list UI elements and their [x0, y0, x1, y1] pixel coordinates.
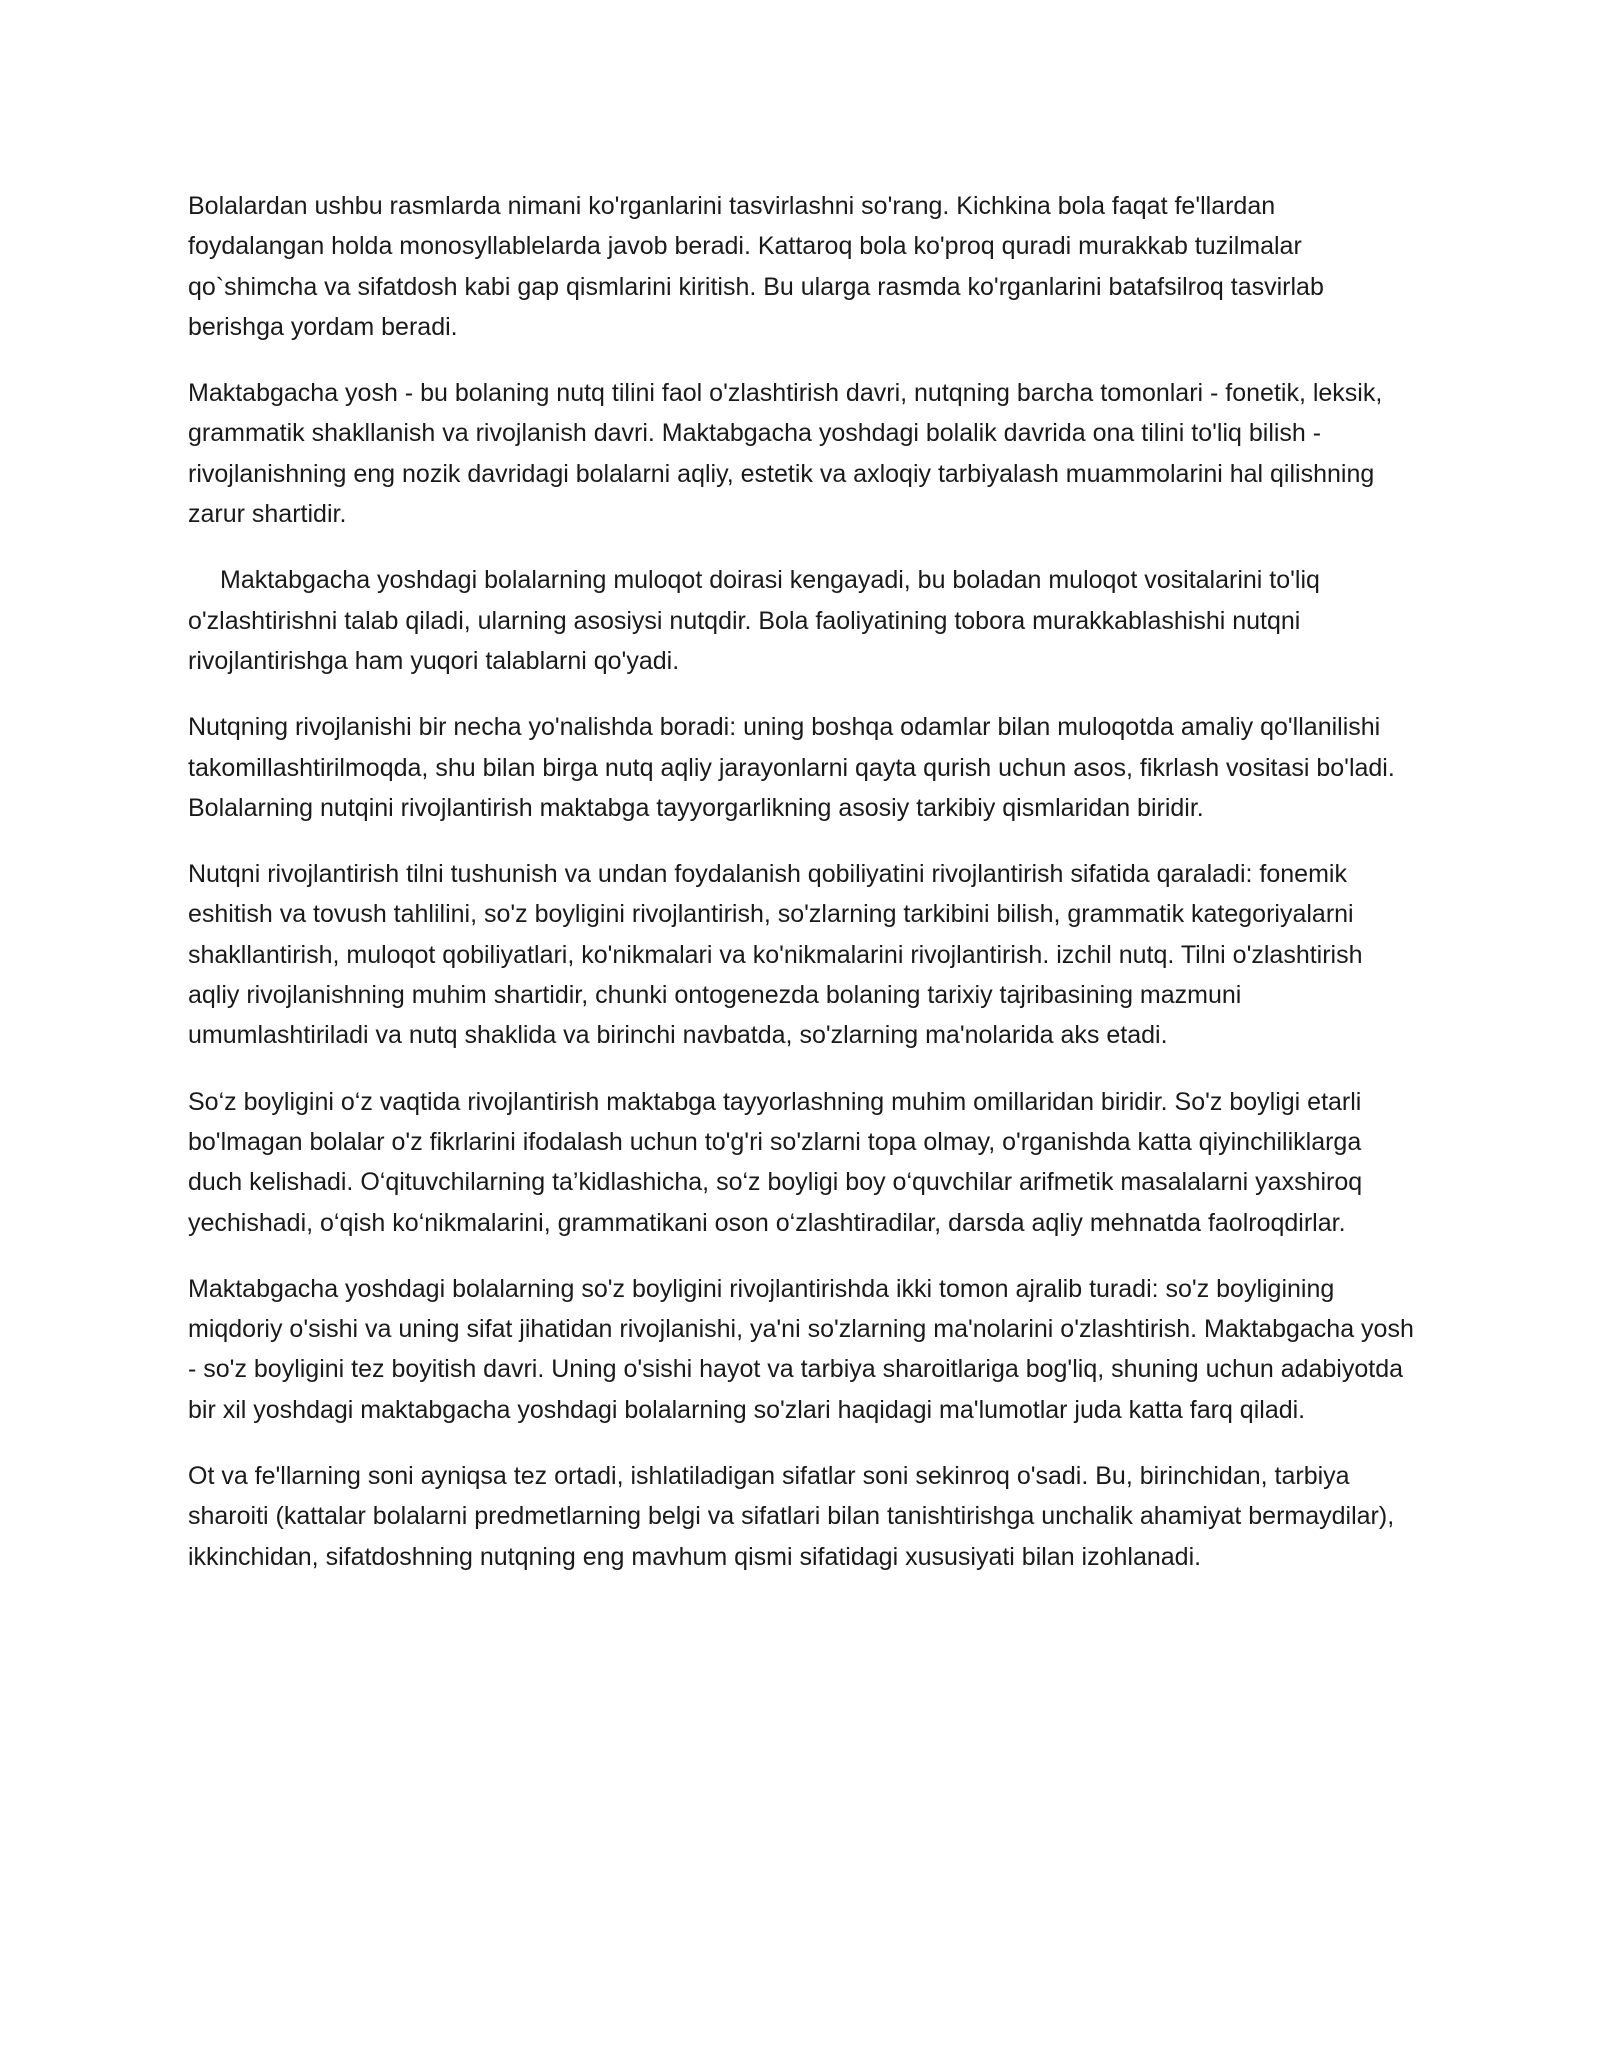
paragraph-7: Maktabgacha yoshdagi bolalarning so'z boyligini rivojlantirishda ikki tomon ajralib turadi: so'z boyligining miqdoriy o'sishi va uning sifat jihatidan rivojlanishi, ya'ni so'zlarning ma'nolarini o'zlashtirish. Maktabgacha yosh - so'z boyligini tez boyitish davri. Uning o'sishi hayot va tarbiya sharoitlariga bog'liq, shuning uchun adabiyotda bir xil yoshdagi maktabgacha yoshdagi bolalarning so'zlari haqidagi ma'lumotlar juda katta farq qiladi. [188, 1274, 1414, 1424]
paragraph-3: Maktabgacha yoshdagi bolalarning muloqot doirasi kengayadi, bu boladan muloqot vositalarini to'liq o'zlashtirishni talab qiladi, ularning asosiysi nutqdir. Bola faoliyatining tobora murakkablashishi nutqni rivojlantirishga ham yuqori talablarni qo'yadi. [188, 566, 1320, 675]
paragraph-6: So‘z boyligini o‘z vaqtida rivojlantirish maktabga tayyorlashning muhim omillaridan biridir. So'z boyligi etarli bo'lmagan bolalar o'z fikrlarini ifodalash uchun to'g'ri so'zlarni topa olmay, o'rganishda katta qiyinchiliklarga duch kelishadi. O‘qituvchilarning ta’kidlashicha, so‘z boyligi boy o‘quvchilar arifmetik masalalarni yaxshiroq yechishadi, o‘qish ko‘nikmalarini, grammatikani oson o‘zlashtiradilar, darsda aqliy mehnatda faolroqdirlar. [188, 1087, 1363, 1237]
paragraph-5: Nutqni rivojlantirish tilni tushunish va undan foydalanish qobiliyatini rivojlantirish sifatida qaraladi: fonemik eshitish va tovush tahlilini, so'z boyligini rivojlantirish, so'zlarning tarkibini bilish, grammatik kategoriyalarni shakllantirish, muloqot qobiliyatlari, ko'nikmalari va ko'nikmalarini rivojlantirish. izchil nutq. Tilni o'zlashtirish aqliy rivojlanishning muhim shartidir, chunki ontogenezda bolaning tarixiy tajribasining mazmuni umumlashtiriladi va nutq shaklida va birinchi navbatda, so'zlarning ma'nolarida aks etadi. [188, 860, 1363, 1050]
paragraph-1: Bolalardan ushbu rasmlarda nimani ko'rganlarini tasvirlashni so'rang. Kichkina bola faqat fe'llardan foydalangan holda monosyllablelarda javob beradi. Kattaroq bola ko'proq quradi murakkab tuzilmalar qo`shimcha va sifatdosh kabi gap qismlarini kiritish. Bu ularga rasmda ko'rganlarini batafsilroq tasvirlab berishga yordam beradi. [188, 192, 1324, 341]
paragraph-4: Nutqning rivojlanishi bir necha yo'nalishda boradi: uning boshqa odamlar bilan muloqotda amaliy qo'llanilishi takomillashtirilmoqda, shu bilan birga nutq aqliy jarayonlarni qayta qurish uchun asos, fikrlash vositasi bo'ladi. Bolalarning nutqini rivojlantirish maktabga tayyorgarlikning asosiy tarkibiy qismlaridan biridir. [188, 713, 1395, 822]
paragraph-8: Ot va fe'llarning soni ayniqsa tez ortadi, ishlatiladigan sifatlar soni sekinroq o'sadi. Bu, birinchidan, tarbiya sharoiti (kattalar bolalarni predmetlarning belgi va sifatlari bilan tanishtirishga unchalik ahamiyat bermaydilar), ikkinchidan, sifatdoshning nutqning eng mavhum qismi sifatidagi xususiyati bilan izohlanadi. [188, 1462, 1395, 1571]
paragraph-2: Maktabgacha yosh - bu bolaning nutq tilini faol o'zlashtirish davri, nutqning barcha tomonlari - fonetik, leksik, grammatik shakllanish va rivojlanish davri. Maktabgacha yoshdagi bolalik davrida ona tilini to'liq bilish - rivojlanishning eng nozik davridagi bolalarni aqliy, estetik va axloqiy tarbiyalash muammolarini hal qilishning zarur shartidir. [188, 379, 1383, 529]
document-page [188, 186, 1416, 1603]
